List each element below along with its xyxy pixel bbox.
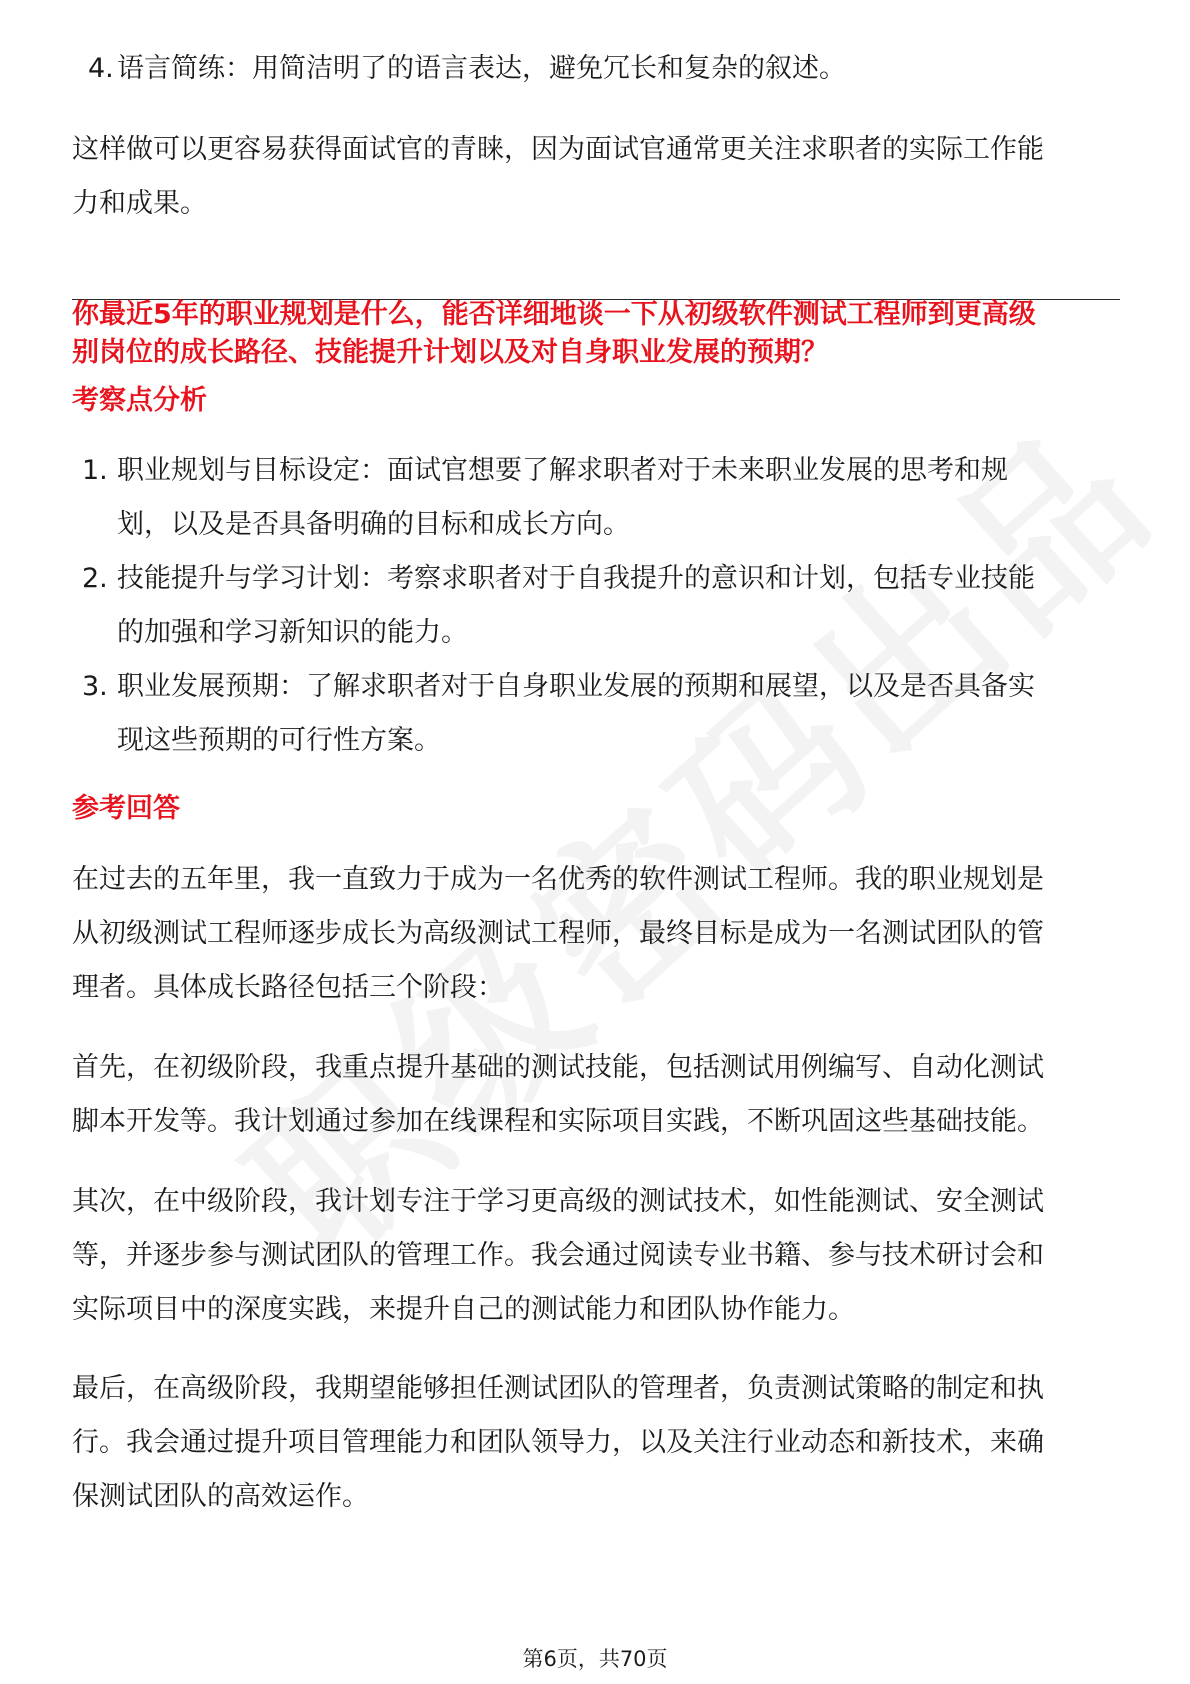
paragraph-line: 等，并逐步参与测试团队的管理工作。我会通过阅读专业书籍、参与技术研讨会和 <box>72 1240 1044 1271</box>
answer-paragraph <box>72 1362 1120 1524</box>
page-number: 第6页，共70页 <box>522 1647 668 1671</box>
answer-paragraph <box>72 1041 1120 1149</box>
paragraph-line: 保测试团队的高效运作。 <box>72 1481 369 1512</box>
list-item-line: 划，以及是否具备明确的目标和成长方向。 <box>117 509 630 540</box>
paragraph-line: 其次，在中级阶段，我计划专注于学习更高级的测试技术，如性能测试、安全测试 <box>72 1186 1044 1217</box>
paragraph-line: 脚本开发等。我计划通过参加在线课程和实际项目实践，不断巩固这些基础技能。 <box>72 1106 1044 1137</box>
list-number: 2. <box>82 563 108 594</box>
list-number: 1. <box>82 455 108 486</box>
paragraph-line: 首先，在初级阶段，我重点提升基础的测试技能，包括测试用例编写、自动化测试 <box>72 1052 1044 1083</box>
paragraph-line: 最后，在高级阶段，我期望能够担任测试团队的管理者，负责测试策略的制定和执 <box>72 1373 1044 1404</box>
question-line: 别岗位的成长路径、技能提升计划以及对自身职业发展的预期？ <box>72 337 828 368</box>
answer-paragraph <box>72 1175 1120 1337</box>
question-heading <box>72 296 1120 372</box>
list-item-line: 职业发展预期：了解求职者对于自身职业发展的预期和展望，以及是否具备实 <box>117 671 1035 702</box>
paragraph-line: 理者。具体成长路径包括三个阶段： <box>72 972 504 1003</box>
list-item-line: 职业规划与目标设定：面试官想要了解求职者对于未来职业发展的思考和规 <box>117 455 1008 486</box>
section-heading: 考察点分析 <box>72 385 207 416</box>
paragraph-line: 实际项目中的深度实践，来提升自己的测试能力和团队协作能力。 <box>72 1294 855 1325</box>
analysis-heading <box>72 378 1120 424</box>
list-number: 4. <box>88 53 114 84</box>
paragraph-line: 行。我会通过提升项目管理能力和团队领导力，以及关注行业动态和新技术，来确 <box>72 1427 1044 1458</box>
list-item-line: 的加强和学习新知识的能力。 <box>117 617 468 648</box>
answer-heading <box>72 786 1120 832</box>
answer-paragraph <box>72 853 1120 1015</box>
paragraph-line: 在过去的五年里，我一直致力于成为一名优秀的软件测试工程师。我的职业规划是 <box>72 864 1044 895</box>
paragraph-line: 这样做可以更容易获得面试官的青睐，因为面试官通常更关注求职者的实际工作能 <box>72 134 1044 165</box>
summary-paragraph <box>72 123 1120 231</box>
list-number: 3. <box>82 671 108 702</box>
list-item-line: 现这些预期的可行性方案。 <box>117 725 441 756</box>
question-line: 你最近5年的职业规划是什么，能否详细地谈一下从初级软件测试工程师到更高级 <box>72 299 1036 330</box>
list-item: 语言简练：用简洁明了的语言表达，避免冗长和复杂的叙述。 <box>117 53 846 84</box>
paragraph-line: 力和成果。 <box>72 188 207 219</box>
list-item-line: 技能提升与学习计划：考察求职者对于自我提升的意识和计划，包括专业技能 <box>117 563 1035 594</box>
section-heading: 参考回答 <box>72 793 180 824</box>
paragraph-line: 从初级测试工程师逐步成长为高级测试工程师，最终目标是成为一名测试团队的管 <box>72 918 1044 949</box>
